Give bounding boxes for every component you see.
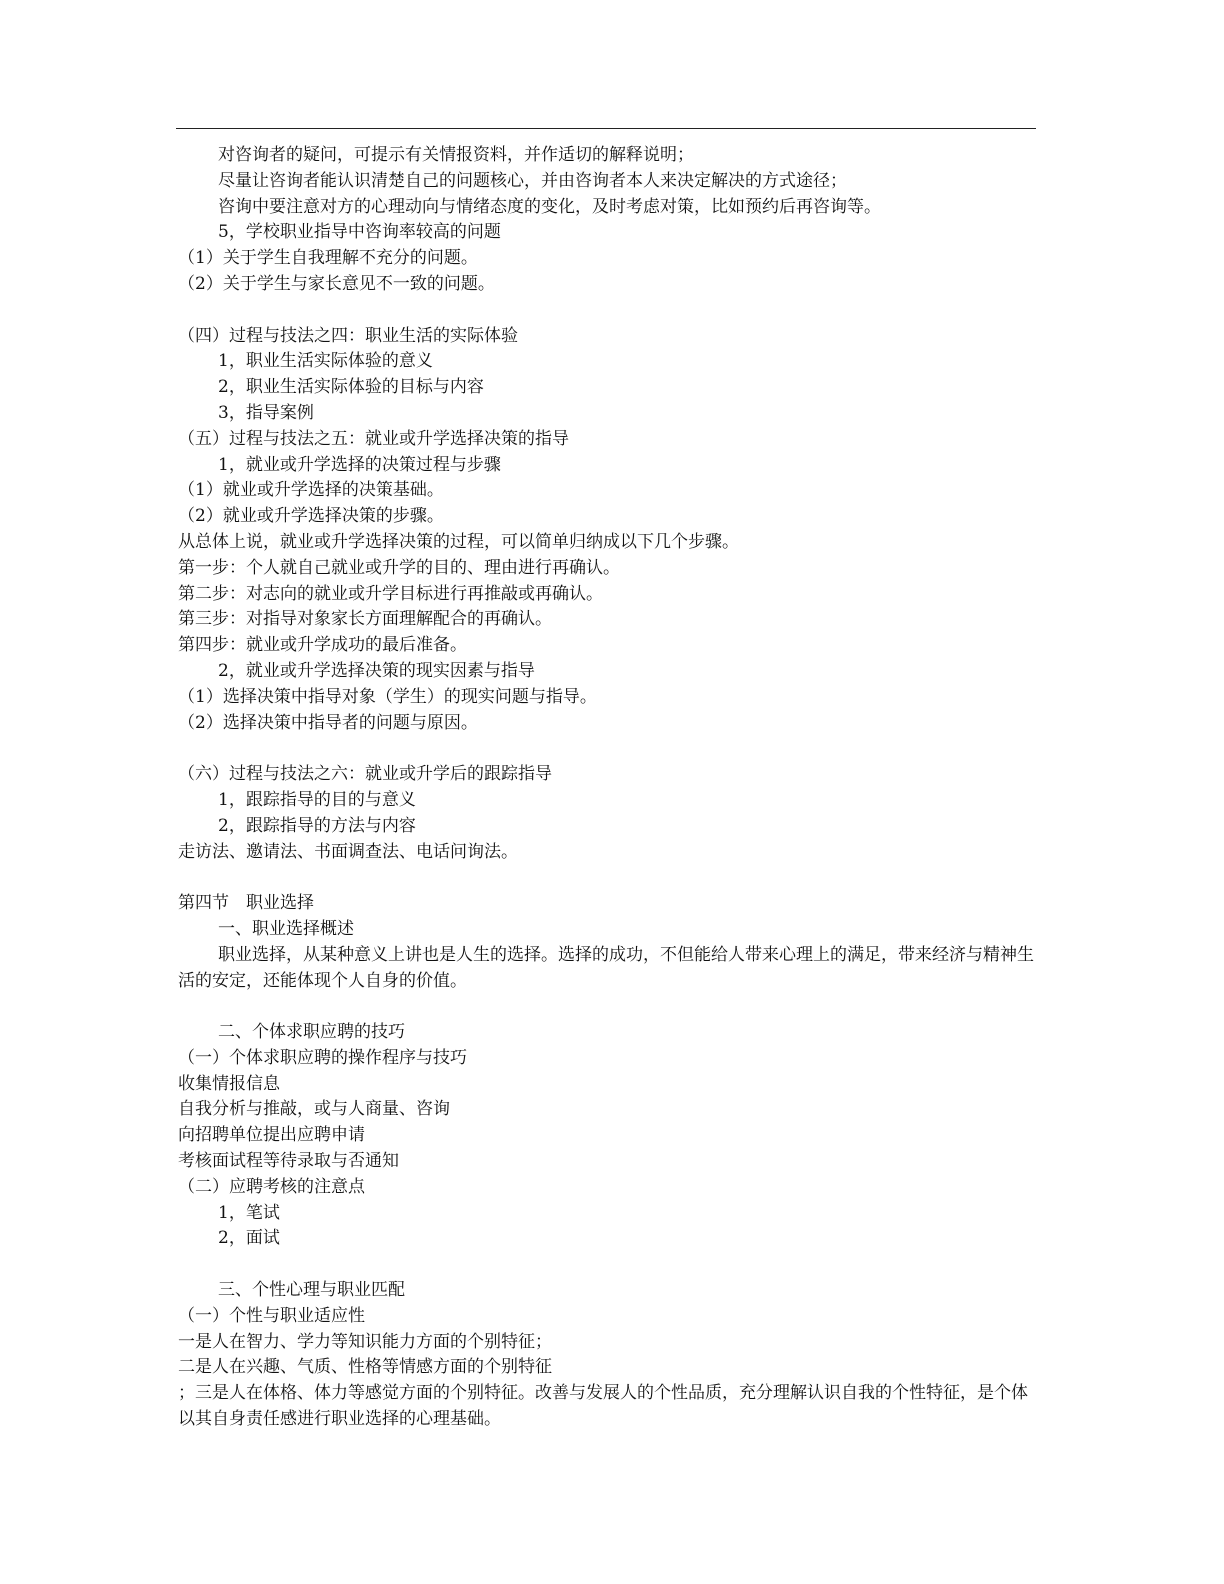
list-heading: 2，面试 — [218, 1228, 280, 1249]
section-heading: （五）过程与技法之五：就业或升学选择决策的指导 — [178, 428, 569, 449]
paragraph-line: 咨询中要注意对方的心理动向与情绪态度的变化，及时考虑对策，比如预约后再咨询等。 — [218, 196, 881, 217]
subsection-heading: 三、个性心理与职业匹配 — [218, 1280, 405, 1301]
header-rule — [176, 128, 1036, 129]
list-heading: 1，跟踪指导的目的与意义 — [218, 789, 416, 810]
section-heading: （一）个性与职业适应性 — [178, 1305, 365, 1326]
paragraph-line: 收集情报信息 — [178, 1073, 280, 1094]
section-heading: （一）个体求职应聘的操作程序与技巧 — [178, 1047, 467, 1068]
paragraph: 职业选择，从某种意义上讲也是人生的选择。选择的成功，不但能给人带来心理上的满足，带来经济与精神生活的安定，还能体现个人自身的价值。 — [178, 944, 1034, 991]
blank-line — [178, 994, 1036, 1020]
blank-line — [178, 1252, 1036, 1278]
chapter-heading: 第四节 职业选择 — [178, 893, 314, 914]
section-heading: （二）应聘考核的注意点 — [178, 1176, 365, 1197]
blank-line — [178, 298, 1036, 324]
list-heading: 2，跟踪指导的方法与内容 — [218, 815, 416, 836]
paragraph-line: 向招聘单位提出应聘申请 — [178, 1125, 365, 1146]
paragraph-line: 一是人在智力、学力等知识能力方面的个别特征； — [178, 1331, 552, 1352]
list-heading: 2，职业生活实际体验的目标与内容 — [218, 377, 484, 398]
section-heading: （六）过程与技法之六：就业或升学后的跟踪指导 — [178, 764, 552, 785]
paragraph-line: 考核面试程等待录取与否通知 — [178, 1151, 399, 1172]
section-heading: （四）过程与技法之四：职业生活的实际体验 — [178, 325, 518, 346]
paragraph-line: 二是人在兴趣、气质、性格等情感方面的个别特征 — [178, 1357, 552, 1378]
list-heading: 3，指导案例 — [218, 402, 314, 423]
list-heading: 1，就业或升学选择的决策过程与步骤 — [218, 454, 501, 475]
step-line: 第二步：对志向的就业或升学目标进行再推敲或再确认。 — [178, 583, 603, 604]
list-item: （1）就业或升学选择的决策基础。 — [178, 480, 444, 501]
document-body — [178, 143, 1036, 1433]
paragraph-line: 走访法、邀请法、书面调查法、电话问询法。 — [178, 841, 518, 862]
list-item: （2）就业或升学选择决策的步骤。 — [178, 506, 444, 527]
paragraph-line: 对咨询者的疑问，可提示有关情报资料，并作适切的解释说明； — [218, 145, 694, 165]
step-line: 第一步：个人就自己就业或升学的目的、理由进行再确认。 — [178, 557, 620, 578]
list-item: （2）关于学生与家长意见不一致的问题。 — [178, 273, 495, 294]
list-item: （1）选择决策中指导对象（学生）的现实问题与指导。 — [178, 686, 597, 707]
step-line: 第四步：就业或升学成功的最后准备。 — [178, 635, 467, 656]
paragraph-line: 自我分析与推敲，或与人商量、咨询 — [178, 1099, 450, 1120]
subsection-heading: 二、个体求职应聘的技巧 — [218, 1022, 405, 1043]
list-heading: 1，笔试 — [218, 1202, 280, 1223]
step-line: 第三步：对指导对象家长方面理解配合的再确认。 — [178, 609, 552, 630]
subsection-heading: 一、职业选择概述 — [218, 918, 354, 939]
list-item: （2）选择决策中指导者的问题与原因。 — [178, 712, 478, 733]
list-heading: 1，职业生活实际体验的意义 — [218, 351, 433, 372]
paragraph: ；三是人在体格、体力等感觉方面的个别特征。改善与发展人的个性品质，充分理解认识自我的个性特征，是个体以其自身责任感进行职业选择的心理基础。 — [178, 1383, 1028, 1430]
list-item: （1）关于学生自我理解不充分的问题。 — [178, 248, 478, 269]
list-heading: 2，就业或升学选择决策的现实因素与指导 — [218, 660, 535, 681]
blank-line — [178, 865, 1036, 891]
paragraph-line: 尽量让咨询者能认识清楚自己的问题核心，并由咨询者本人来决定解决的方式途径； — [218, 170, 847, 191]
list-heading: 5，学校职业指导中咨询率较高的问题 — [218, 222, 501, 243]
blank-line — [178, 736, 1036, 762]
paragraph-line: 从总体上说，就业或升学选择决策的过程，可以简单归纳成以下几个步骤。 — [178, 531, 739, 552]
